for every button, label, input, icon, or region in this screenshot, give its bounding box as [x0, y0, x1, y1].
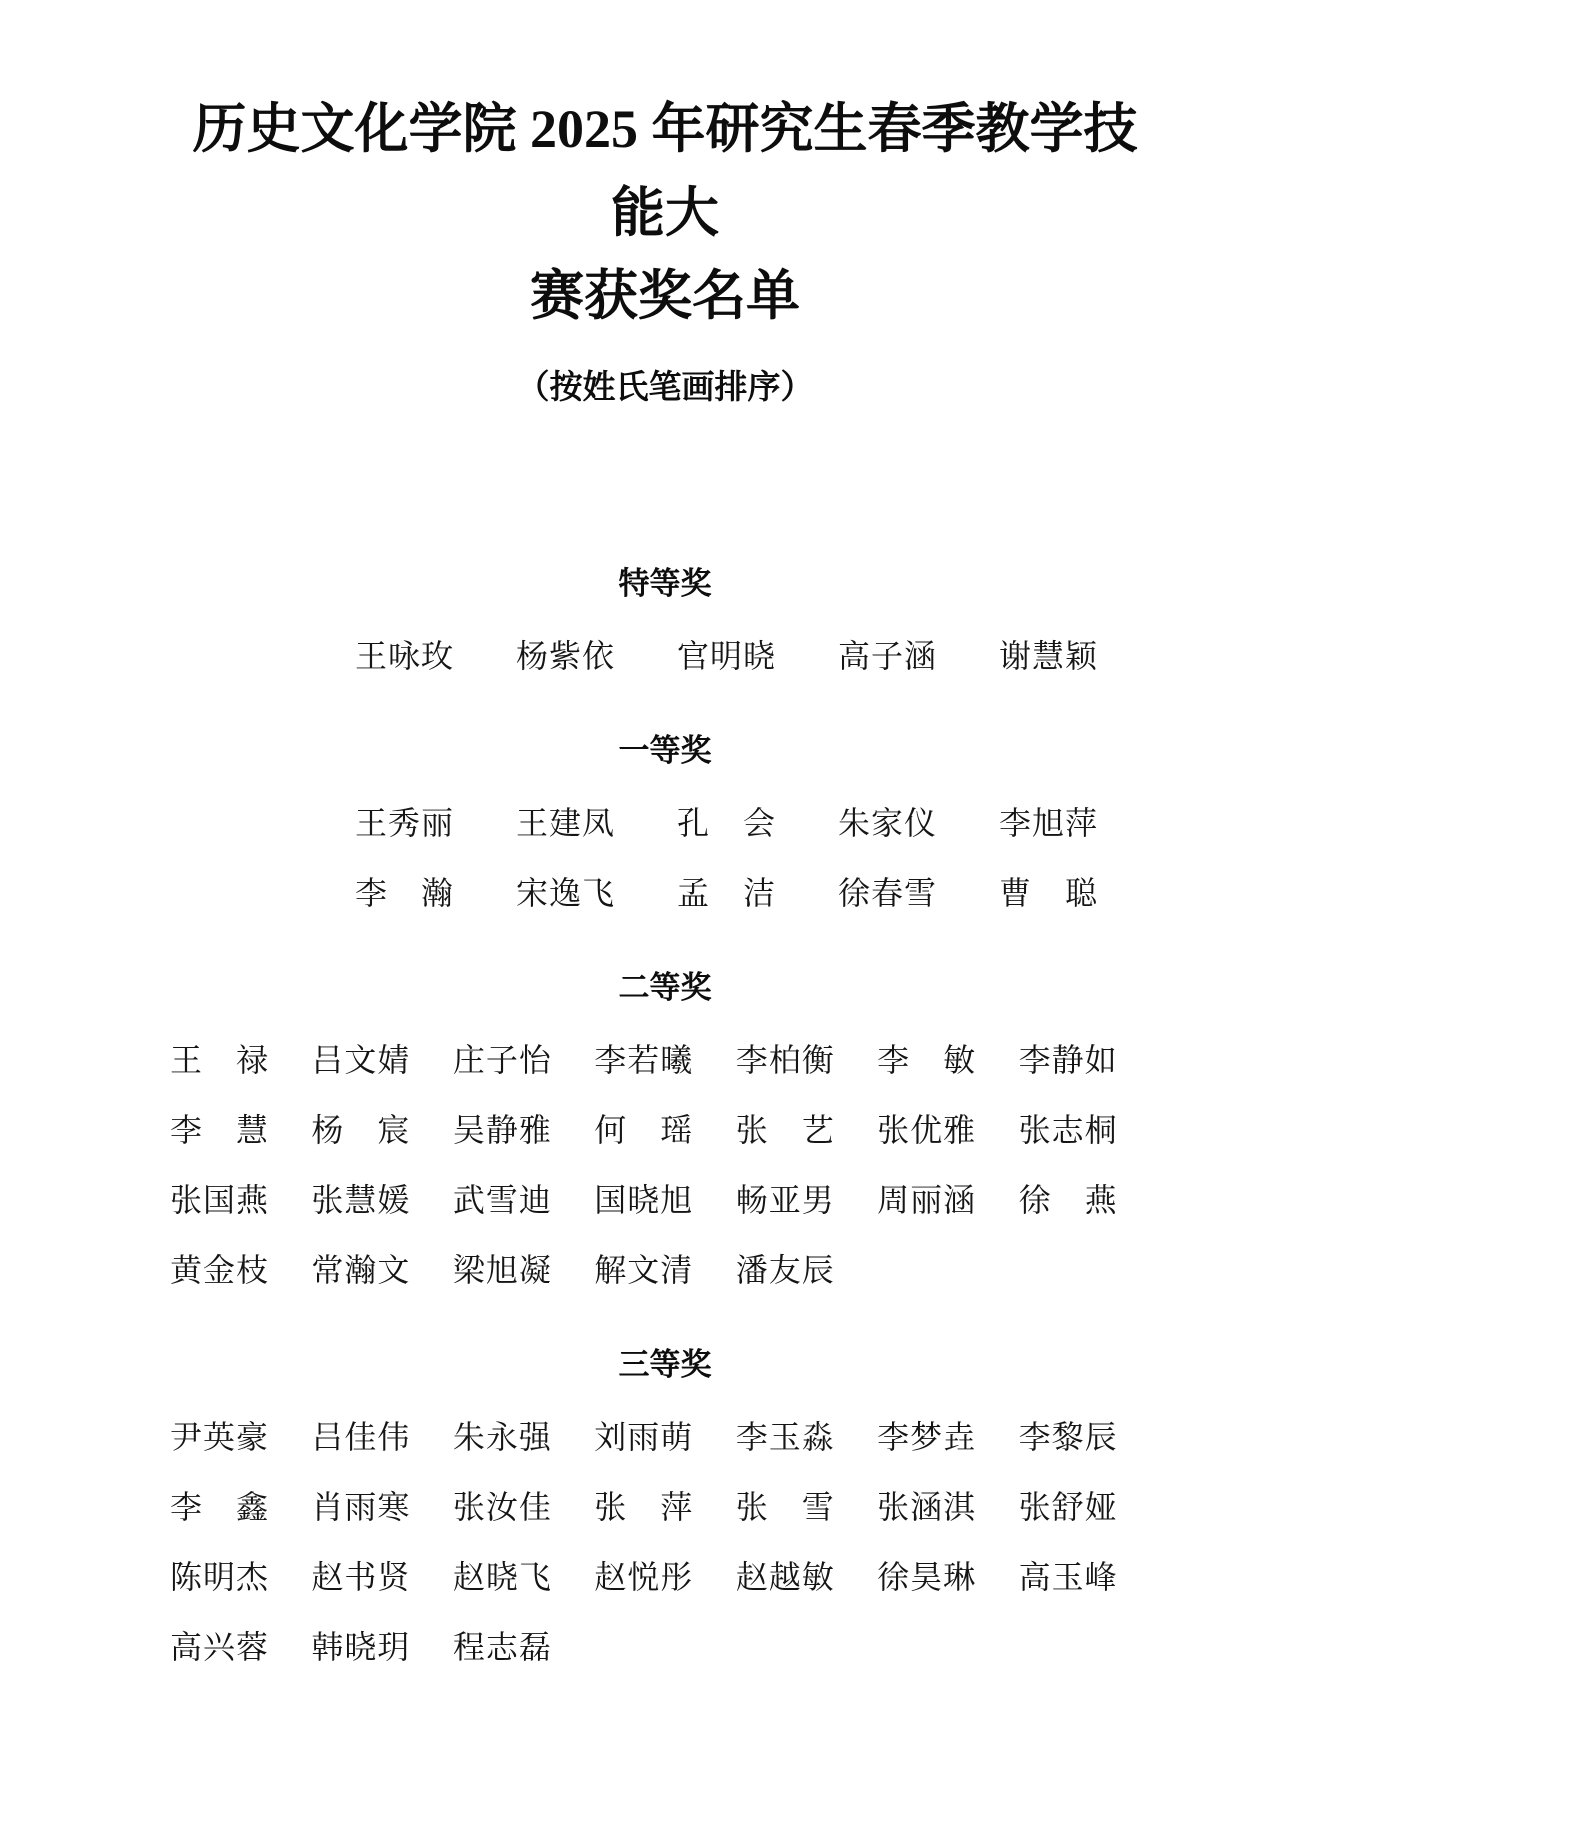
- award-name: 赵悦彤: [594, 1559, 694, 1596]
- award-name: 曹 聪: [999, 875, 1099, 912]
- award-name: 刘雨萌: [594, 1419, 694, 1456]
- name-row: [170, 1540, 1160, 1610]
- award-name: 朱永强: [452, 1419, 552, 1456]
- award-name: 李静如: [1018, 1042, 1118, 1079]
- section-heading: 二等奖: [618, 970, 712, 1006]
- award-name: 孟 洁: [677, 875, 777, 912]
- award-name: 徐 燕: [1018, 1182, 1118, 1219]
- award-name: 何 瑶: [594, 1112, 694, 1149]
- award-name: 张 萍: [594, 1489, 694, 1526]
- award-name: 吴静雅: [452, 1112, 552, 1149]
- name-row: [170, 1163, 1160, 1233]
- name-row: [170, 1023, 1160, 1093]
- award-name: 潘友辰: [735, 1252, 835, 1289]
- award-name: 王咏玫: [355, 638, 455, 675]
- award-name: 李 瀚: [355, 875, 455, 912]
- award-name: 官明晓: [677, 638, 777, 675]
- award-name: 武雪迪: [452, 1182, 552, 1219]
- award-name: 孔 会: [677, 805, 777, 842]
- name-row: [170, 1093, 1160, 1163]
- award-name: 王 禄: [170, 1042, 270, 1079]
- award-name: 张舒娅: [1018, 1489, 1118, 1526]
- award-name: 李若曦: [594, 1042, 694, 1079]
- award-name: 韩晓玥: [311, 1629, 411, 1666]
- award-name: 黄金枝: [170, 1252, 270, 1289]
- award-name: 李梦垚: [877, 1419, 977, 1456]
- award-name: 张慧媛: [311, 1182, 411, 1219]
- section-heading: 三等奖: [618, 1347, 712, 1383]
- award-name: 程志磊: [452, 1629, 552, 1666]
- award-name: 王建凤: [516, 805, 616, 842]
- document-page: [170, 0, 1160, 1680]
- award-name: 赵晓飞: [452, 1559, 552, 1596]
- award-name: 宋逸飞: [516, 875, 616, 912]
- award-name: 肖雨寒: [311, 1489, 411, 1526]
- award-name: 杨 宸: [311, 1112, 411, 1149]
- document-subtitle: （按姓氏笔画排序）: [516, 370, 814, 407]
- award-name: 张 艺: [735, 1112, 835, 1149]
- award-name: 张国燕: [170, 1182, 270, 1219]
- award-name: 张志桐: [1018, 1112, 1118, 1149]
- award-name: 朱家仪: [838, 805, 938, 842]
- title-line-1: 历史文化学院 2025 年研究生春季教学技能大: [192, 99, 1138, 243]
- title-line-2: 赛获奖名单: [530, 266, 800, 327]
- award-name: 李 慧: [170, 1112, 270, 1149]
- award-name: 常瀚文: [311, 1252, 411, 1289]
- award-name: 尹英豪: [170, 1419, 270, 1456]
- award-section-2: [170, 962, 1160, 1303]
- award-name: 杨紫依: [516, 638, 616, 675]
- award-name: 张涵淇: [877, 1489, 977, 1526]
- award-name: 周丽涵: [877, 1182, 977, 1219]
- award-name: 高兴蓉: [170, 1629, 270, 1666]
- award-name: 国晓旭: [594, 1182, 694, 1219]
- award-name: 李 敏: [877, 1042, 977, 1079]
- document-title: [170, 88, 1160, 339]
- award-name: 徐昊琳: [877, 1559, 977, 1596]
- section-heading: 一等奖: [618, 733, 712, 769]
- award-name: 庄子怡: [452, 1042, 552, 1079]
- award-name: 李玉淼: [735, 1419, 835, 1456]
- award-name: 陈明杰: [170, 1559, 270, 1596]
- name-row: [170, 1233, 1160, 1303]
- award-name: 李黎辰: [1018, 1419, 1118, 1456]
- award-name: 王秀丽: [355, 805, 455, 842]
- award-section-1: [170, 725, 1160, 926]
- award-name: 赵越敏: [735, 1559, 835, 1596]
- award-name: 畅亚男: [735, 1182, 835, 1219]
- award-name: 解文清: [594, 1252, 694, 1289]
- name-row: [355, 619, 1160, 689]
- award-name: 李 鑫: [170, 1489, 270, 1526]
- award-section-0: [170, 558, 1160, 689]
- award-section-3: [170, 1339, 1160, 1680]
- award-name: 梁旭凝: [452, 1252, 552, 1289]
- award-name: 李柏衡: [735, 1042, 835, 1079]
- award-name: 李旭萍: [999, 805, 1099, 842]
- section-heading: 特等奖: [618, 566, 712, 602]
- award-name: 高玉峰: [1018, 1559, 1118, 1596]
- award-name: 张 雪: [735, 1489, 835, 1526]
- name-row: [170, 1610, 1160, 1680]
- award-name: 吕文婧: [311, 1042, 411, 1079]
- award-sections: [170, 558, 1160, 1680]
- name-row: [355, 786, 1160, 856]
- award-name: 高子涵: [838, 638, 938, 675]
- award-name: 吕佳伟: [311, 1419, 411, 1456]
- name-row: [170, 1470, 1160, 1540]
- name-row: [170, 1400, 1160, 1470]
- name-row: [355, 856, 1160, 926]
- award-name: 张汝佳: [452, 1489, 552, 1526]
- award-name: 张优雅: [877, 1112, 977, 1149]
- award-name: 赵书贤: [311, 1559, 411, 1596]
- award-name: 徐春雪: [838, 875, 938, 912]
- award-name: 谢慧颖: [999, 638, 1099, 675]
